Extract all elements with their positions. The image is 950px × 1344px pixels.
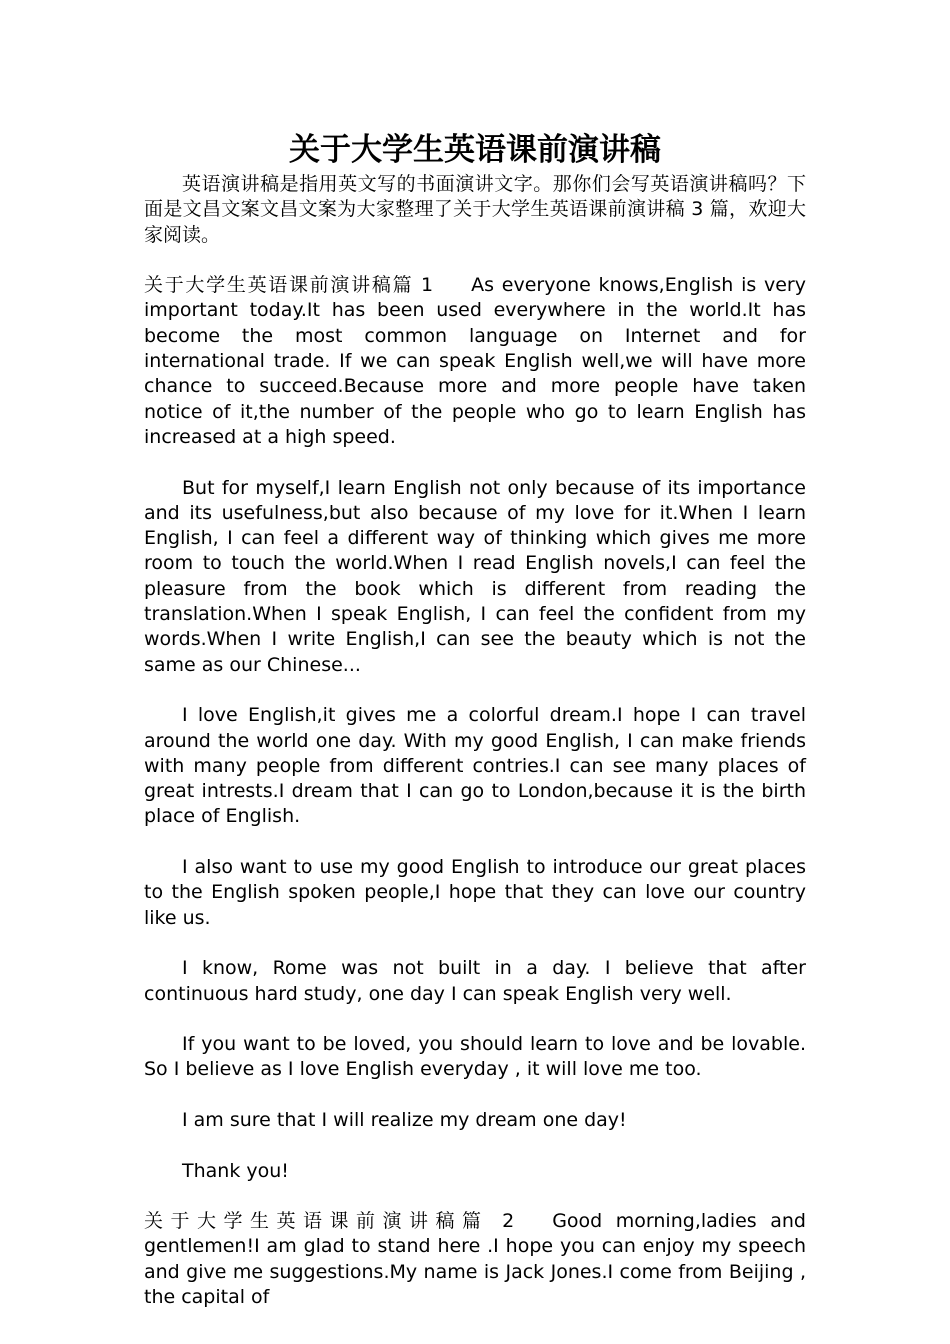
section1-paragraph: I love English,it gives me a colorful dream.I hope I can travel around the world one day. With my good English, I can make friends with many people from different contries.I can see many places of great intrests.I dream that I can go to London,because it is the birth place of English.	[144, 704, 806, 828]
section1-first-paragraph: As everyone knows,English is very important today.It has been used everywhere in the world.It has become the most common language on Internet and for international trade. If we can speak English well,we will have more chance to succeed.Because more and more people have taken notice of it,the number of the people who go to learn English has increased at a high speed.	[144, 274, 806, 448]
paragraph-gap	[144, 678, 806, 703]
section1-paragraph: I also want to use my good English to introduce our great places to the English spoken people,I hope that they can love our country like us.	[144, 856, 806, 929]
section1-closing: Thank you!	[182, 1159, 289, 1182]
section2-opening-paragraph	[144, 1209, 806, 1310]
section1-paragraph: But for myself,I learn English not only because of its importance and its usefulness,but also because of my love for it.When I learn English, I can feel a different way of thinking which gives me more room to touch the world.When I read English novels,I can feel the pleasure from the book which is different from reading the translation.When I speak English, I can feel the confident from my words.When I write English,I can see the beauty which is not the same as our Chinese...	[144, 476, 806, 676]
document-title: 关于大学生英语课前演讲稿	[289, 132, 661, 168]
paragraph-gap	[144, 931, 806, 956]
section1-paragraph: I know, Rome was not built in a day. I believe that after continuous hard study, one day I can speak English very well.	[144, 957, 806, 1005]
section1-opening-paragraph	[144, 273, 806, 450]
paragraph-gap	[144, 1184, 806, 1209]
paragraph-gap	[144, 248, 806, 273]
paragraph-gap	[144, 450, 806, 475]
paragraph-gap	[144, 1083, 806, 1108]
document-page	[144, 128, 806, 1310]
intro-paragraph: 英语演讲稿是指用英文写的书面演讲文字。那你们会写英语演讲稿吗？下面是文昌文案文昌文案为大家整理了关于大学生英语课前演讲稿 3 篇，欢迎大家阅读。	[144, 173, 806, 246]
section2-heading: 关于大学生英语课前演讲稿篇 2	[144, 1210, 515, 1233]
paragraph-gap	[144, 830, 806, 855]
section2-first-paragraph: Good morning,ladies and gentlemen!I am glad to stand here .I hope you can enjoy my speech and give me suggestions.My name is Jack Jones.I come from Beijing , the capital of	[144, 1210, 806, 1309]
paragraph-gap	[144, 1007, 806, 1032]
paragraph-gap	[144, 1133, 806, 1158]
section1-paragraph: I am sure that I will realize my dream one day!	[182, 1108, 627, 1131]
section1-heading: 关于大学生英语课前演讲稿篇 1	[144, 274, 434, 297]
section1-paragraph: If you want to be loved, you should learn to love and be lovable. So I believe as I love English everyday , it will love me too.	[144, 1033, 806, 1081]
